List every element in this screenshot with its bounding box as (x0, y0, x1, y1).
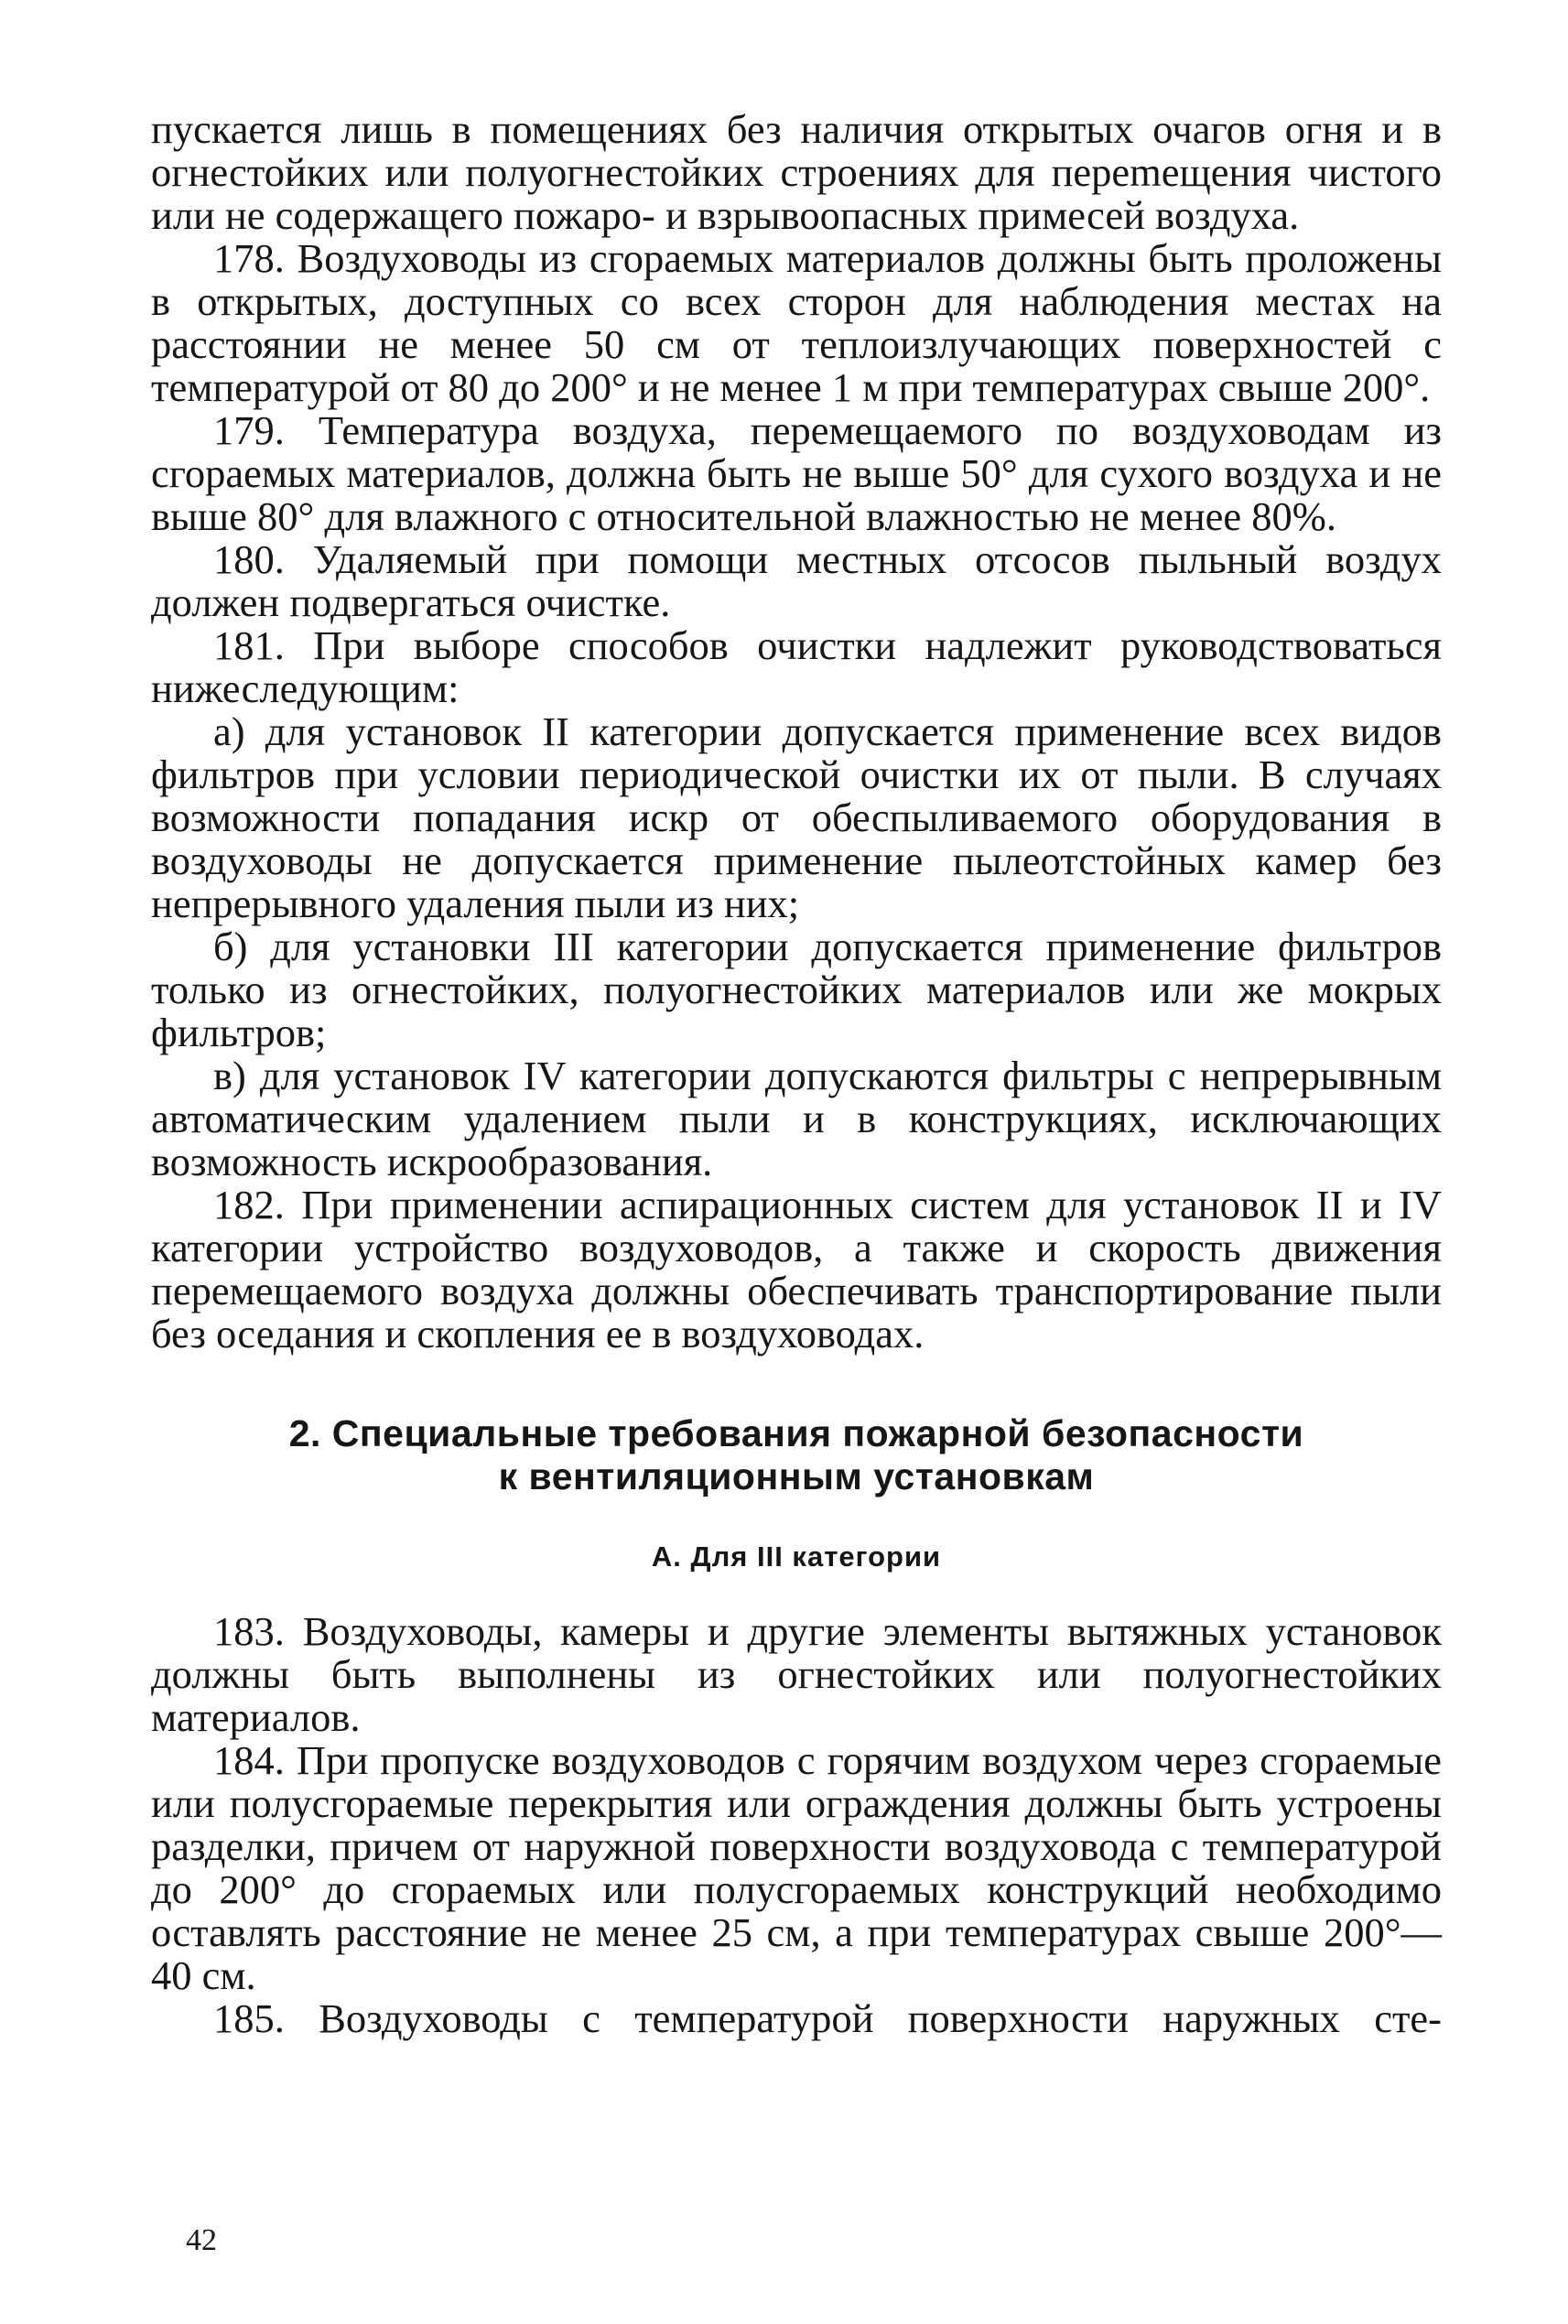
page-body (151, 108, 1442, 2040)
paragraph-181-a: а) для установок II категории допускается применение всех видов фильтров при условии периодической очистки их от пыли. В случаях возможности попадания искр от обеспыливаемого оборудования в воздуховоды не допускается применение пылеотстойных камер без непрерывного удаления пыли из них; (151, 708, 1442, 926)
section-heading-line-2: к вентиляционным установкам (498, 1455, 1095, 1497)
paragraph-184: 184. При пропуске воздуховодов с горячим воздухом через сгораемые или полусгораемые перекрытия или ограждения должны быть устроены разделки, причем от наружной поверхности воздуховода с температурой до 200° до сгораемых или полусгораемых конструкций необходимо оставлять расстояние не менее 25 см, а при температурах свыше 200°— 40 см. (151, 1737, 1442, 1998)
paragraph-179: 179. Температура воздуха, перемещаемого по воздуховодам из сгораемых материалов, должна быть не выше 50° для сухого воздуха и не выше 80° для влажного с относительной влажностью не менее 80%. (151, 407, 1442, 539)
paragraph-182: 182. При применении аспирационных систем для установок II и IV категории устройство воздуховодов, а также и скорость движения перемещаемого воздуха должны обеспечивать транспортирование пыли без оседания и скопления ее в воздуховодах. (151, 1182, 1442, 1357)
paragraph-178: 178. Воздуховоды из сгораемых материалов должны быть проложены в открытых, доступных со всех сторон для наблюдения местах на расстоянии не менее 50 см от теплоизлучающих поверхностей с температурой от 80 до 200° и не менее 1 м при температурах свыше 200°. (151, 235, 1442, 410)
section-heading-line-1: 2. Специальные требования пожарной безопасности (288, 1412, 1304, 1454)
section-heading (151, 1412, 1442, 1498)
paragraph-181-v: в) для установок IV категории допускаются фильтры с непрерывным автоматическим удалением пыли и в конструкциях, исключающих возможность искрообразования. (151, 1053, 1442, 1184)
subsection-heading: А. Для III категории (651, 1540, 942, 1573)
paragraph-181-b: б) для установки III категории допускается применение фильтров только из огнестойких, полуогнестойких материалов или же мокрых фильтров; (151, 924, 1442, 1055)
paragraph-180: 180. Удаляемый при помощи местных отсосов пыльный воздух должен подвергаться очистке. (151, 536, 1442, 625)
paragraph-185: 185. Воздуховоды с температурой поверхности наружных сте- (213, 1995, 1442, 2041)
paragraph-181: 181. При выборе способов очистки надлежит руководствоваться нижеследующим: (151, 622, 1442, 711)
paragraph-183: 183. Воздуховоды, камеры и другие элементы вытяжных установок должны быть выполнены из огнестойких или полуогнестойких материалов. (151, 1608, 1442, 1740)
page-number: 42 (186, 2223, 217, 2257)
paragraph-continuation: пускается лишь в помещениях без наличия открытых очагов огня и в огнестойких или полуогнестойких строениях для переmещения чистого или не содержащего пожаро- и взрывоопасных примесей воздуха. (151, 106, 1442, 238)
